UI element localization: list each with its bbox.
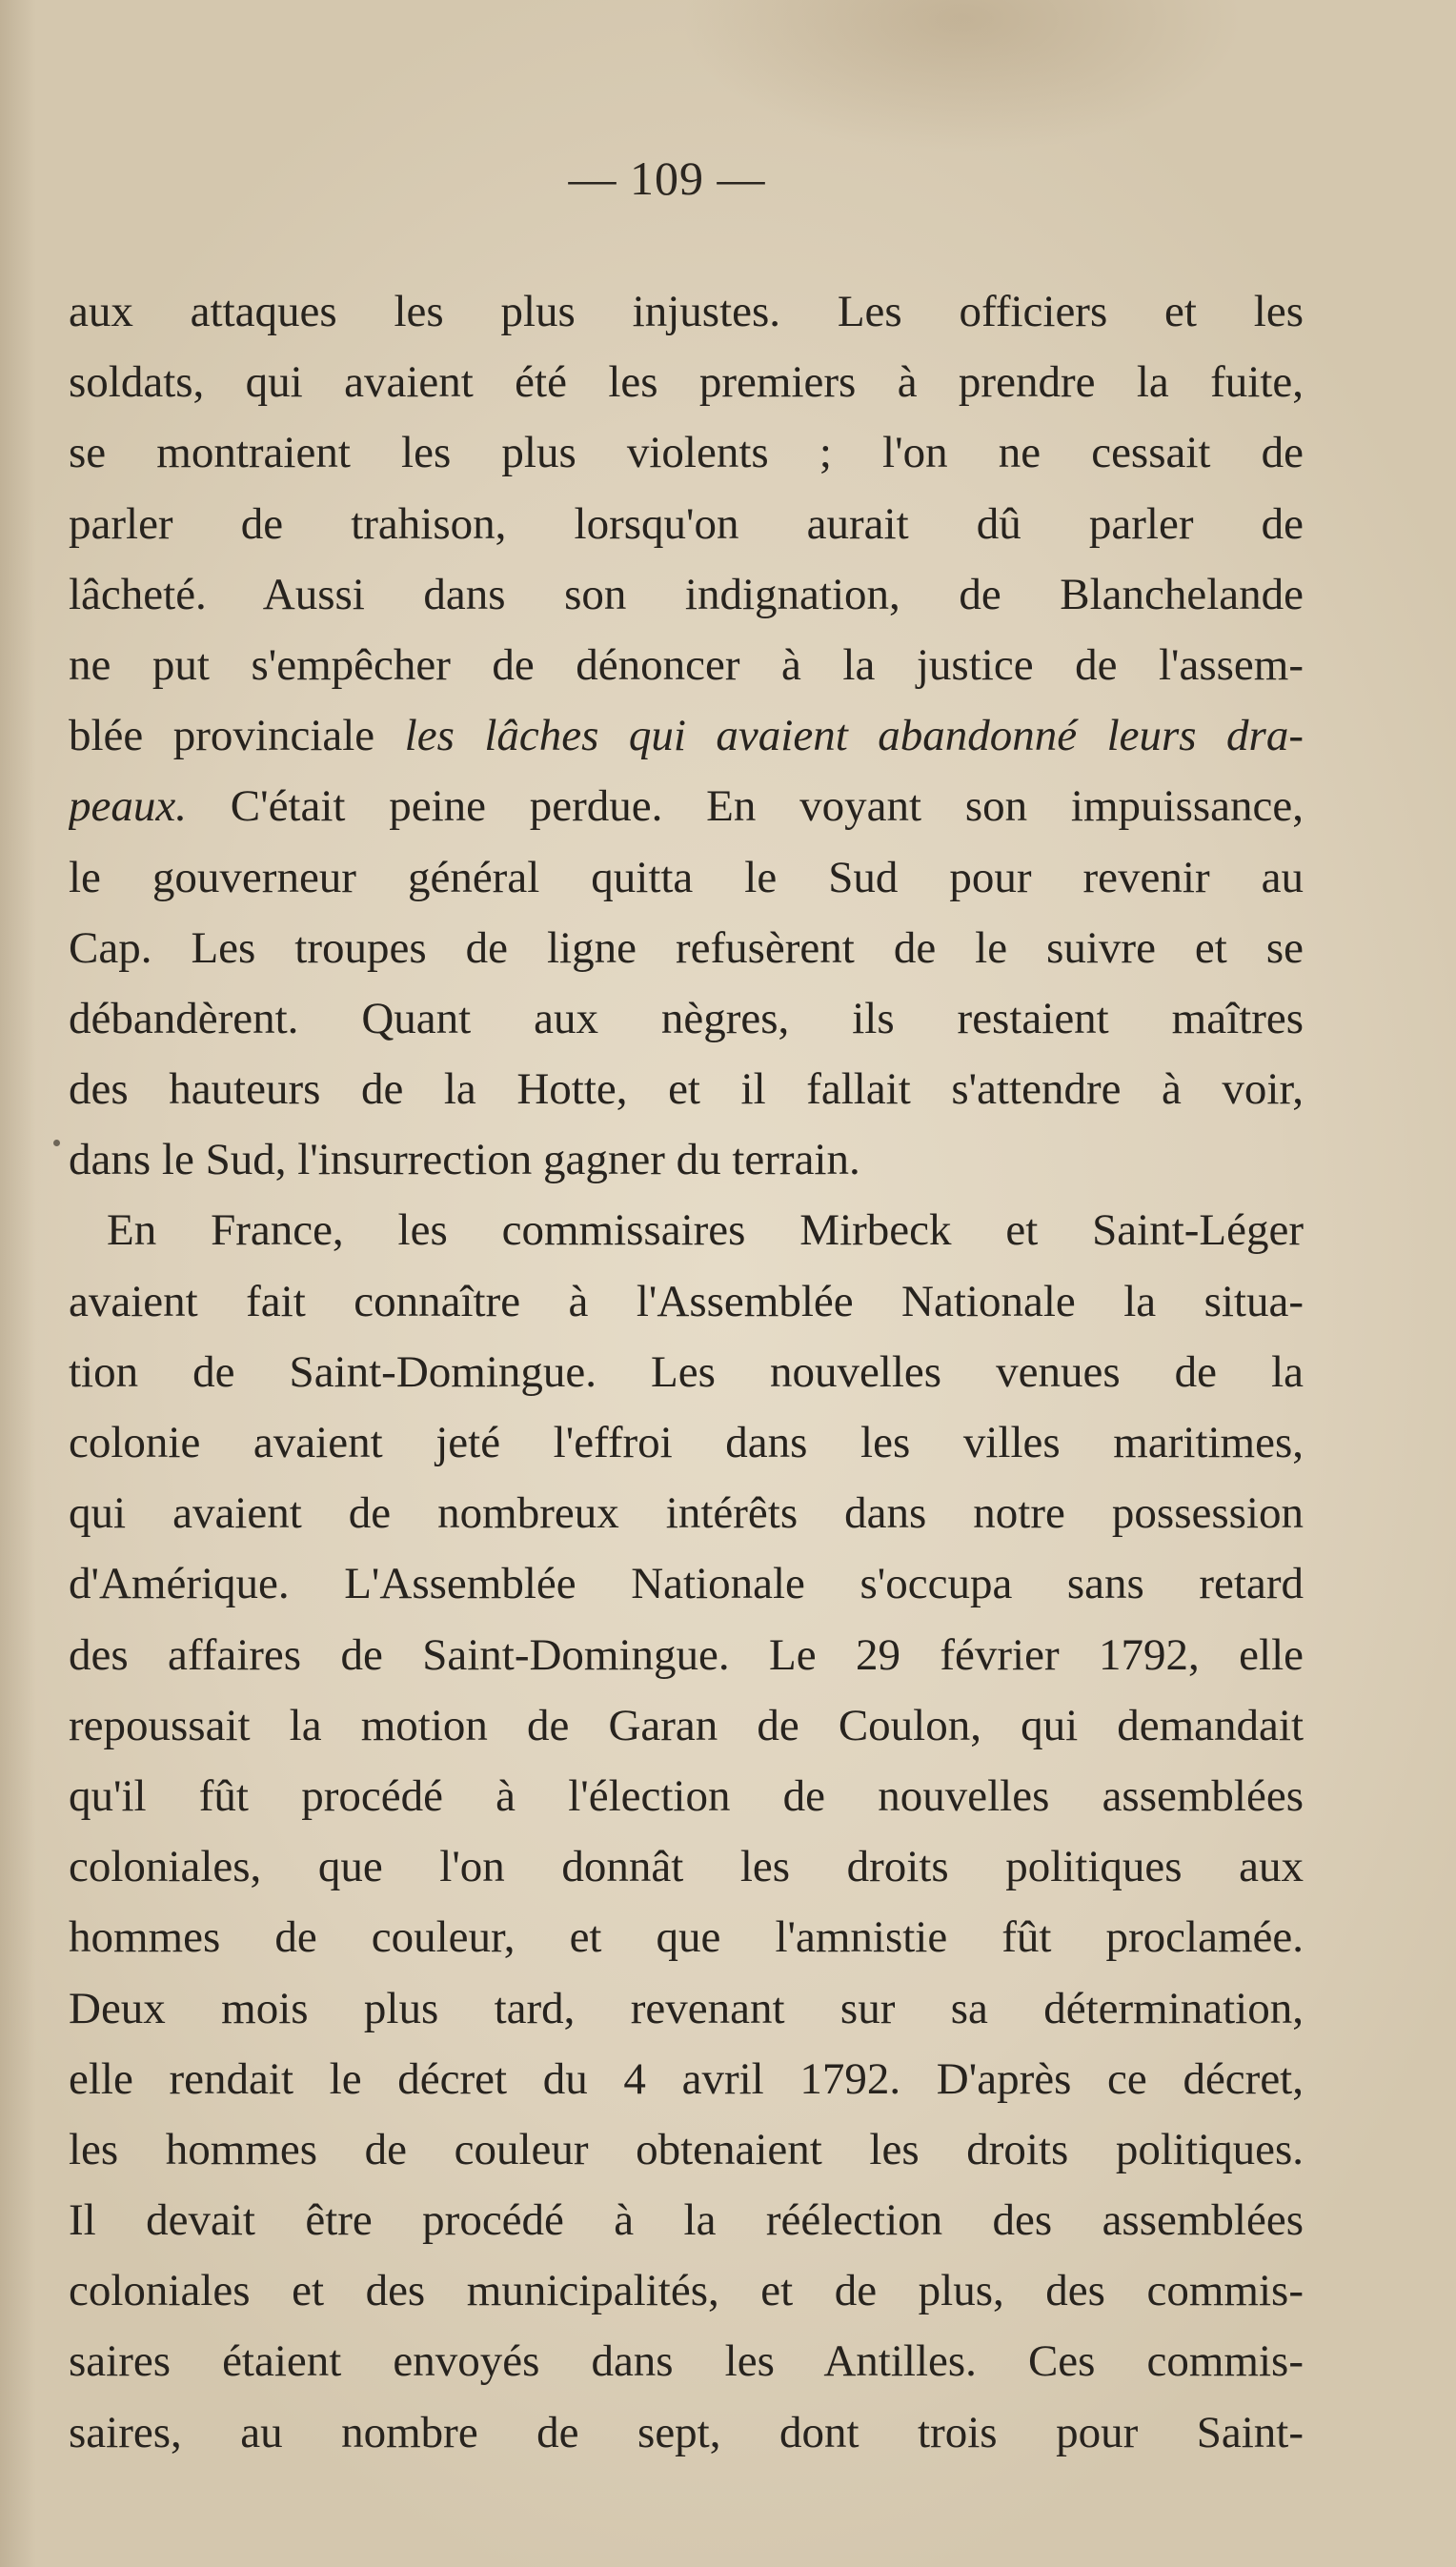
line-text: En France, les commissaires Mirbeck et Saint-Léger xyxy=(107,1205,1304,1256)
text-line xyxy=(69,489,1304,559)
text-line xyxy=(69,1548,1304,1619)
line-text: le gouverneur général quitta le Sud pour revenir au xyxy=(69,852,1304,902)
line-text: C'était peine perdue. En voyant son impuissance, xyxy=(186,781,1304,832)
text-line xyxy=(69,1690,1304,1761)
line-text: coloniales, que l'on donnât les droits politiques aux xyxy=(69,1842,1304,1892)
page-number: — 109 — xyxy=(568,152,766,205)
line-text: colonie avaient jeté l'effroi dans les villes maritimes, xyxy=(69,1418,1304,1467)
text-line xyxy=(69,913,1304,983)
text-line xyxy=(69,1902,1304,1972)
text-line xyxy=(69,2185,1304,2255)
text-line xyxy=(69,276,1304,347)
text-line xyxy=(69,2044,1304,2114)
line-text: dans le Sud, l'insurrection gagner du terrain. xyxy=(69,1135,860,1185)
line-text: repoussait la motion de Garan de Coulon, qui demandait xyxy=(69,1700,1304,1750)
text-line xyxy=(69,559,1304,630)
text-line xyxy=(69,1761,1304,1831)
line-text: Deux mois plus tard, revenant sur sa détermination, xyxy=(69,1983,1304,2033)
text-line xyxy=(69,347,1304,417)
text-line xyxy=(69,1266,1304,1337)
line-text: avaient fait connaître à l'Assemblée Nationale la situa- xyxy=(69,1276,1304,1326)
ink-spot xyxy=(53,1140,60,1146)
line-text: parler de trahison, lorsqu'on aurait dû parler de xyxy=(69,498,1304,549)
line-text: coloniales et des municipalités, et de plus, des commis- xyxy=(69,2266,1304,2316)
page-edge-shadow xyxy=(0,0,36,2567)
line-text: qu'il fût procédé à l'élection de nouvelles assemblées xyxy=(69,1770,1304,1821)
body-text xyxy=(69,276,1304,2468)
line-text: saires étaient envoyés dans les Antilles. Ces commis- xyxy=(69,2336,1304,2387)
text-line xyxy=(69,1124,1304,1195)
line-text: elle rendait le décret du 4 avril 1792. D'après ce décret, xyxy=(69,2053,1304,2104)
text-line xyxy=(69,1407,1304,1478)
line-text: débandèrent. Quant aux nègres, ils restaient maîtres xyxy=(69,993,1304,1043)
line-text: les hommes de couleur obtenaient les droits politiques. xyxy=(69,2124,1304,2174)
text-line xyxy=(69,2397,1304,2468)
text-line xyxy=(69,1337,1304,1407)
text-line xyxy=(69,1054,1304,1124)
line-text: ne put s'empêcher de dénoncer à la justice de l'assem- xyxy=(69,639,1304,690)
line-text: d'Amérique. L'Assemblée Nationale s'occupa sans retard xyxy=(69,1559,1304,1609)
text-line xyxy=(69,983,1304,1054)
line-text: tion de Saint-Domingue. Les nouvelles venues de la xyxy=(69,1346,1304,1397)
line-text: Il devait être procédé à la réélection des assemblées xyxy=(69,2195,1304,2246)
text-line xyxy=(69,1831,1304,1902)
line-text: aux attaques les plus injustes. Les officiers et les xyxy=(69,287,1304,336)
text-line xyxy=(69,700,1304,771)
line-text: hommes de couleur, et que l'amnistie fût proclamée. xyxy=(69,1912,1304,1963)
line-text: lâcheté. Aussi dans son indignation, de Blanchelande xyxy=(69,569,1304,619)
text-line xyxy=(69,1973,1304,2044)
text-line xyxy=(69,2326,1304,2396)
italic-text: les lâches qui avaient abandonné leurs dra- xyxy=(404,711,1304,761)
text-line xyxy=(69,771,1304,841)
line-text: soldats, qui avaient été les premiers à prendre la fuite, xyxy=(69,357,1304,408)
line-text: saires, au nombre de sept, dont trois pour Saint- xyxy=(69,2407,1304,2457)
line-text: qui avaient de nombreux intérêts dans notre possession xyxy=(69,1488,1304,1539)
text-line xyxy=(69,2114,1304,2185)
text-line xyxy=(69,630,1304,700)
italic-text: peaux. xyxy=(69,781,187,832)
line-text: des hauteurs de la Hotte, et il fallait s'attendre à voir, xyxy=(69,1064,1304,1115)
text-line xyxy=(69,1620,1304,1690)
line-text: se montraient les plus violents ; l'on ne cessait de xyxy=(69,428,1304,478)
text-line xyxy=(69,842,1304,913)
text-line xyxy=(69,417,1304,488)
text-line xyxy=(69,1195,1304,1265)
text-line xyxy=(69,1478,1304,1548)
line-text: blée provinciale xyxy=(69,711,405,761)
text-line xyxy=(69,2255,1304,2326)
line-text: Cap. Les troupes de ligne refusèrent de le suivre et se xyxy=(69,922,1304,973)
line-text: des affaires de Saint-Domingue. Le 29 février 1792, elle xyxy=(69,1629,1304,1680)
